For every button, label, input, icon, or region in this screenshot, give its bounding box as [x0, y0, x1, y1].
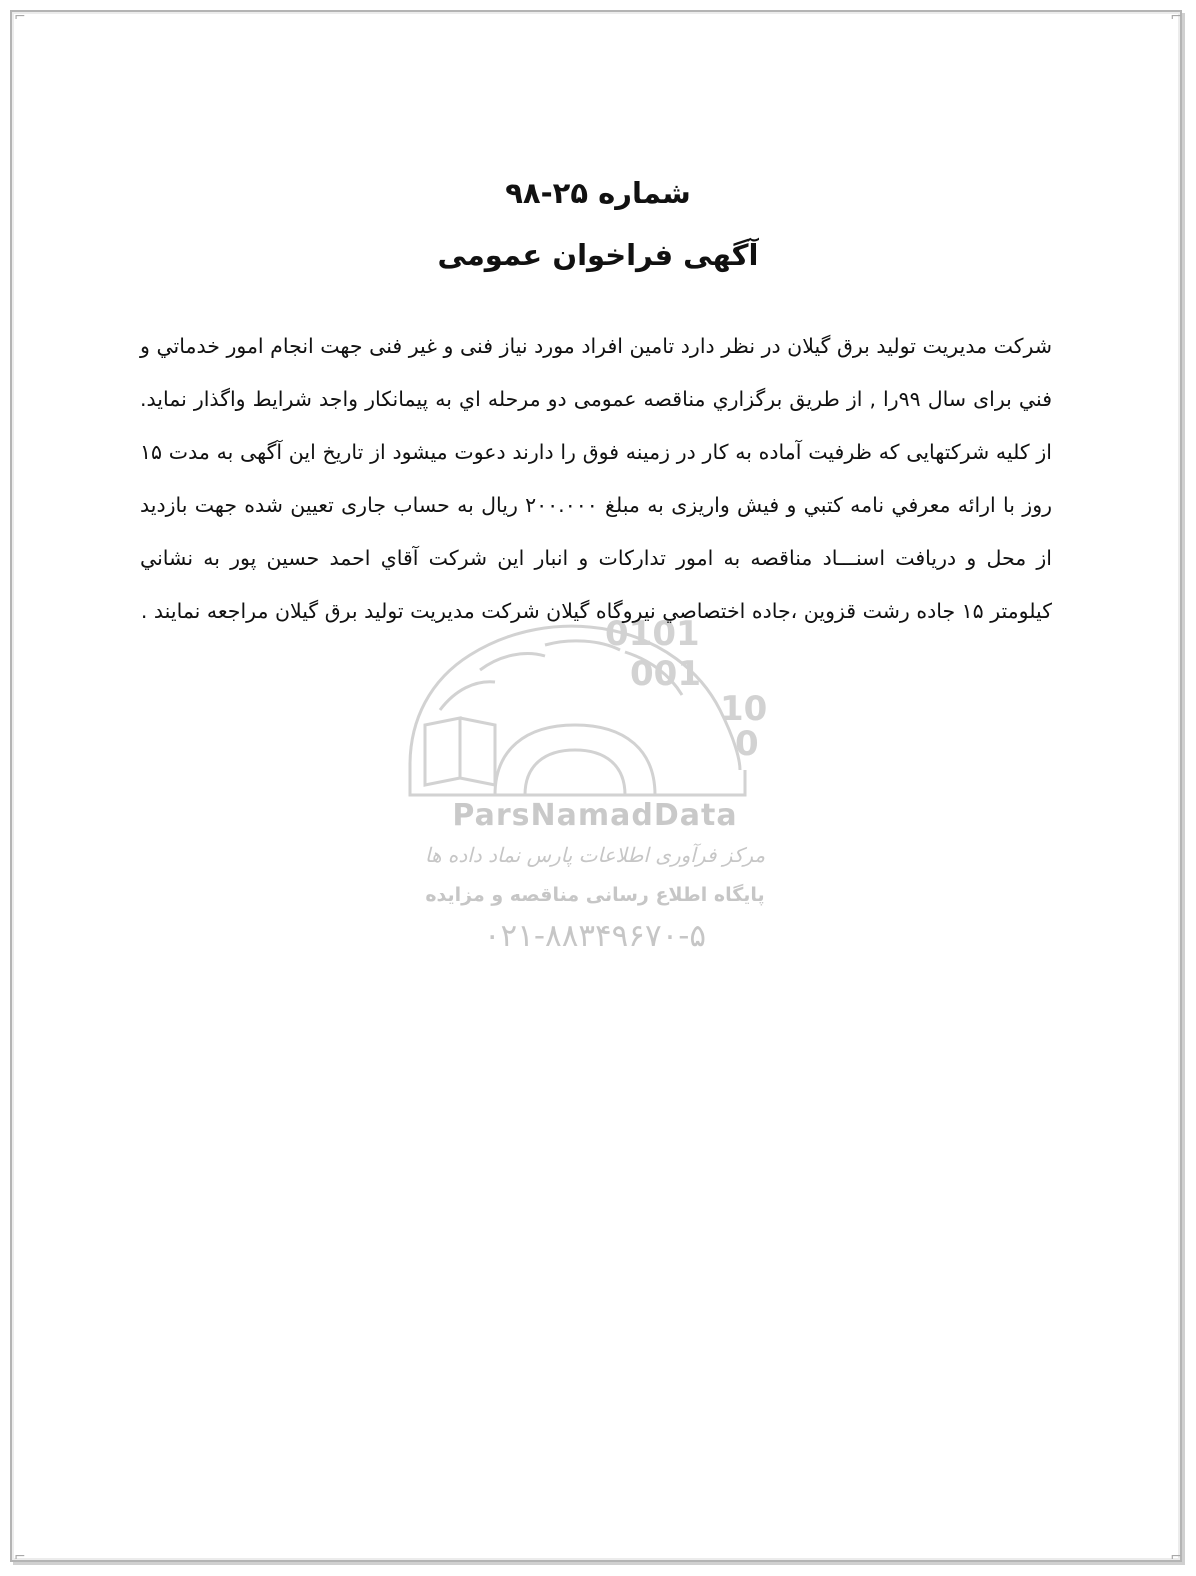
notice-number: شماره ۲۵-۹۸	[505, 176, 691, 210]
watermark-phone: ۰۲۱-۸۸۳۴۹۶۷۰-۵	[483, 918, 707, 954]
notice-body: شرکت مدیریت تولید برق گیلان در نظر دارد تامین افراد مورد نیاز فنی و غیر فنی جهت انجام امور خدماتي و فني برای سال ۹۹را , از طریق برگزاري مناقصه عمومی دو مرحله اي به پیمانکار واجد شرایط واگذار نماید. از کلیه شرکتهایی که ظرفیت آماده به کار در زمینه فوق را دارند دعوت میشود از تاریخ این آگهی به مدت ۱۵ روز با ارائه معرفي نامه کتبي و فیش واریزی به مبلغ ۲۰۰.۰۰۰ ریال به حساب جاری تعیین شده جهت بازدید از محل و دریافت اسنـــاد مناقصه به امور تدارکات و انبار این شرکت آقاي احمد حسین پور به نشاني کیلومتر ۱۵ جاده رشت قزوین ،جاده اختصاصي نیروگاه گیلان شرکت مدیریت تولید برق گیلان مراجعه نمایند .	[140, 334, 1052, 623]
watermark-digits-1: 0101	[605, 614, 700, 654]
corner-mark-bottom-right: ⌐	[1170, 1549, 1182, 1565]
watermark-digits-4: 0	[735, 724, 759, 764]
watermark-digits-2: 001	[630, 654, 701, 694]
corner-mark-bottom-left: ⌐	[14, 1549, 26, 1565]
corner-mark-top-right: ⌐	[1170, 9, 1182, 25]
watermark-line-2: پایگاه اطلاع رسانی مناقصه و مزایده	[425, 884, 765, 906]
watermark-brand: ParsNamadData	[452, 798, 738, 833]
corner-mark-top-left: ⌐	[14, 9, 26, 25]
watermark	[400, 600, 790, 960]
watermark-digits-3: 10	[720, 689, 768, 729]
watermark-line-1: مرکز فرآوری اطلاعات پارس نماد داده ها	[424, 843, 766, 867]
notice-title: آگهی فراخوان عمومی	[437, 238, 759, 272]
